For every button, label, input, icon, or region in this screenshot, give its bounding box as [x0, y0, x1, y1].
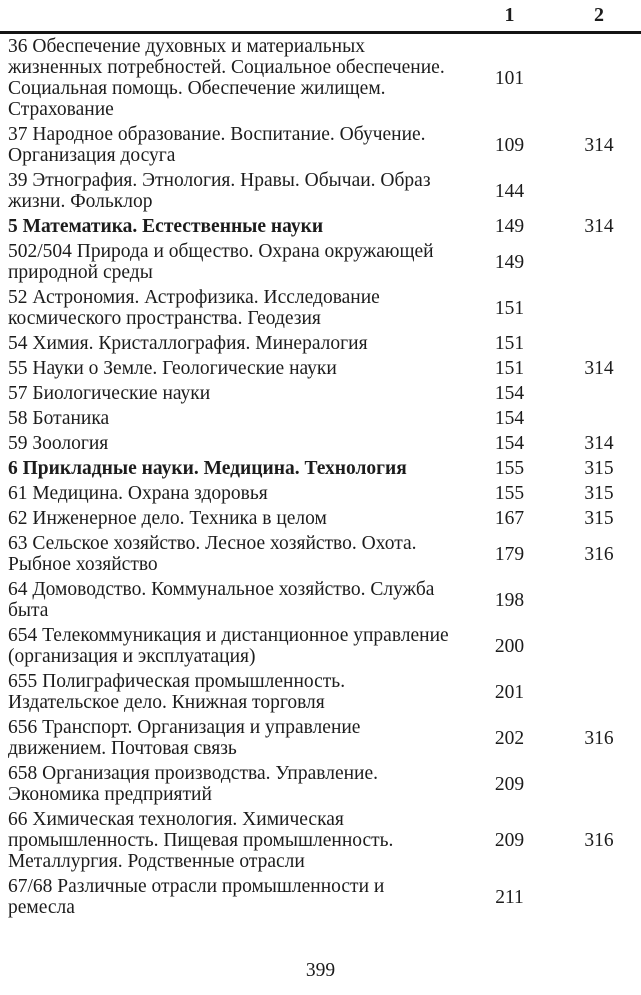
table-row [0, 456, 641, 481]
table-row [0, 623, 641, 669]
entry-page-col2: 316 [584, 727, 614, 749]
entry-page-col2: 314 [584, 216, 614, 237]
entry-label: 59 Зоология [8, 433, 109, 454]
entry-page-col1: 151 [494, 358, 525, 379]
entry-page-col1: 109 [494, 134, 525, 156]
contents-table [0, 2, 641, 920]
entry-label: 63 Сельское хозяйство. Лесное хозяйство. Охота. Рыбное хозяйство [8, 533, 417, 575]
table-row [0, 761, 641, 807]
entry-label: 5 Математика. Естественные науки [8, 216, 324, 237]
entry-page-col2: 316 [584, 830, 614, 851]
entry-page-col2 [557, 33, 641, 123]
entry-label: 52 Астрономия. Астрофизика. Исследование космического пространства. Геодезия [8, 287, 380, 329]
entry-label: 66 Химическая технология. Химическая промышленность. Пищевая промышленность. Металлургия. Родственные отрасли [8, 809, 394, 872]
entry-page-col2: 314 [584, 433, 614, 454]
entry-label: 37 Народное образование. Воспитание. Обучение. Организация досуга [8, 124, 426, 166]
entry-page-col1: 149 [494, 251, 525, 273]
entry-page-col2: 314 [584, 358, 614, 379]
entry-label: 654 Телекоммуникация и дистанционное управление (организация и эксплуатация) [8, 625, 449, 667]
table-row [0, 331, 641, 356]
entry-page-col1: 151 [494, 297, 525, 319]
entry-page-col2 [557, 623, 641, 669]
entry-page-col1: 154 [494, 383, 525, 404]
entry-label: 658 Организация производства. Управление. Экономика предприятий [8, 763, 379, 805]
table-header-row [0, 2, 641, 33]
entry-page-col2 [557, 331, 641, 356]
entry-label: 502/504 Природа и общество. Охрана окружающей природной среды [8, 241, 434, 283]
table-body [0, 33, 641, 921]
entry-label: 54 Химия. Кристаллография. Минералогия [8, 333, 368, 354]
table-row [0, 356, 641, 381]
table-row [0, 506, 641, 531]
entry-page-col1: 179 [494, 543, 525, 565]
entry-page-col1: 154 [494, 408, 525, 429]
entry-page-col2: 315 [584, 458, 614, 479]
header-spacer [0, 2, 462, 33]
entry-page-col2 [557, 577, 641, 623]
entry-page-col2 [557, 239, 641, 285]
table-row [0, 669, 641, 715]
entry-page-col2 [557, 669, 641, 715]
entry-label: 64 Домоводство. Коммунальное хозяйство. Служба быта [8, 579, 435, 621]
entry-page-col2 [557, 761, 641, 807]
table-row [0, 33, 641, 123]
entry-page-col1: 154 [494, 433, 525, 454]
entry-page-col2 [557, 406, 641, 431]
entry-label: 6 Прикладные науки. Медицина. Технология [8, 458, 407, 479]
entry-label: 67/68 Различные отрасли промышленности и ремесла [8, 876, 385, 918]
table-row [0, 239, 641, 285]
entry-page-col1: 167 [494, 508, 525, 529]
entry-page-col1: 209 [494, 830, 525, 851]
table-row [0, 715, 641, 761]
table-row [0, 431, 641, 456]
table-row [0, 381, 641, 406]
entry-page-col2: 315 [584, 508, 614, 529]
table-row [0, 214, 641, 239]
column-header-2: 2 [557, 2, 641, 33]
table-row [0, 168, 641, 214]
table-row [0, 874, 641, 920]
column-header-1: 1 [462, 2, 557, 33]
entry-label: 55 Науки о Земле. Геологические науки [8, 358, 337, 379]
table-row [0, 807, 641, 874]
entry-label: 58 Ботаника [8, 408, 110, 429]
entry-page-col2 [557, 285, 641, 331]
entry-page-col1: 200 [494, 635, 525, 657]
entry-page-col2 [557, 168, 641, 214]
entry-label: 57 Биологические науки [8, 383, 211, 404]
table-row [0, 577, 641, 623]
entry-page-col1: 155 [494, 483, 525, 504]
entry-page-col1: 151 [494, 333, 525, 354]
entry-label: 656 Транспорт. Организация и управление движением. Почтовая связь [8, 717, 361, 759]
entry-page-col1: 101 [494, 67, 525, 89]
entry-page-col1: 198 [494, 589, 525, 611]
entry-page-col1: 144 [494, 180, 525, 202]
entry-page-col1: 209 [494, 773, 525, 795]
entry-page-col2: 314 [584, 134, 614, 156]
entry-page-col1: 201 [494, 681, 525, 703]
entry-label: 36 Обеспечение духовных и материальных жизненных потребностей. Социальное обеспечение. Социальная помощь. Обеспечение жилищем. Страхование [8, 36, 445, 120]
table-row [0, 285, 641, 331]
entry-page-col1: 149 [494, 216, 525, 237]
table-row [0, 406, 641, 431]
entry-page-col1: 211 [495, 886, 524, 908]
entry-page-col2: 316 [584, 543, 614, 565]
table-row [0, 481, 641, 506]
entry-page-col1: 202 [494, 727, 525, 749]
page-number: 399 [305, 960, 336, 981]
entry-label: 61 Медицина. Охрана здоровья [8, 483, 268, 504]
entry-page-col2: 315 [584, 483, 614, 504]
entry-page-col1: 155 [494, 458, 525, 479]
entry-page-col2 [557, 874, 641, 920]
entry-label: 39 Этнография. Этнология. Нравы. Обычаи. Образ жизни. Фольклор [8, 170, 431, 212]
entry-page-col2 [557, 381, 641, 406]
entry-label: 655 Полиграфическая промышленность. Издательское дело. Книжная торговля [8, 671, 346, 713]
entry-label: 62 Инженерное дело. Техника в целом [8, 508, 327, 529]
table-row [0, 531, 641, 577]
table-row [0, 122, 641, 168]
